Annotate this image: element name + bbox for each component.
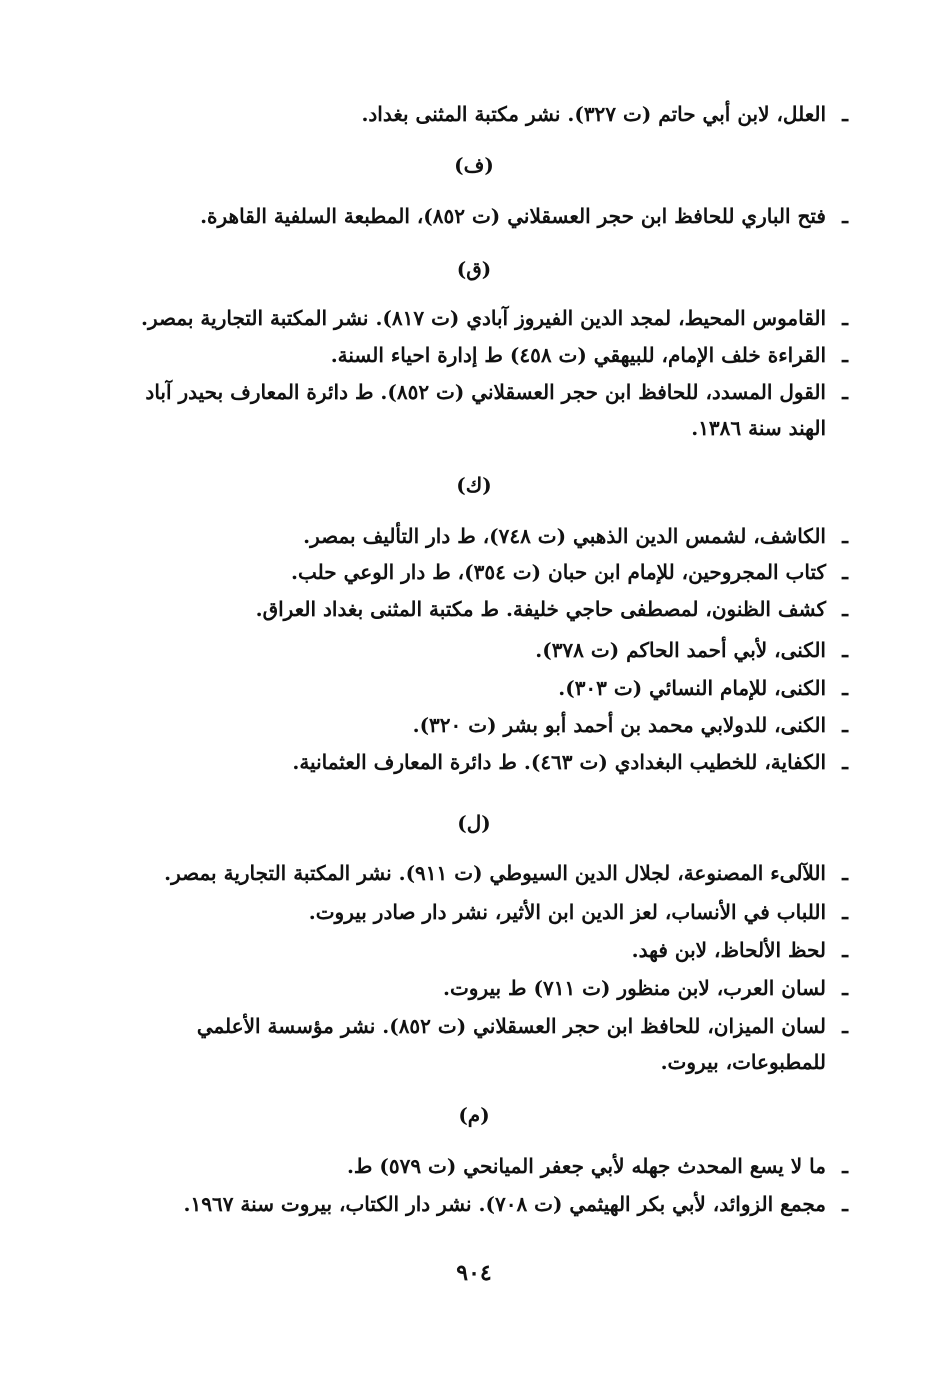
entry-dash: ـ	[842, 676, 848, 700]
section-heading-fa: (ف)	[454, 153, 494, 177]
section-heading-mim: (م)	[458, 1103, 490, 1127]
bibliography-entry	[126, 591, 848, 627]
entry-dash: ـ	[842, 861, 848, 885]
bibliography-entry	[126, 932, 848, 968]
bibliography-entry	[126, 337, 848, 373]
entry-dash: ـ	[842, 597, 848, 621]
entry-continuation: للمطبوعات، بيروت.	[660, 1050, 826, 1074]
bibliography-entry	[126, 300, 848, 336]
entry-dash: ـ	[842, 713, 848, 737]
entry-dash: ـ	[842, 1014, 848, 1038]
bibliography-entry	[126, 374, 848, 446]
entry-dash: ـ	[842, 750, 848, 774]
entry-text: كشف الظنون، لمصطفى حاجي خليفة. ط مكتبة المثنى بغداد العراق.	[255, 597, 826, 621]
entry-text: القول المسدد، للحافظ ابن حجر العسقلاني (ت ٨٥٢). ط دائرة المعارف بحيدر آباد	[145, 380, 826, 404]
entry-text: كتاب المجروحين، للإمام ابن حبان (ت ٣٥٤)، ط دار الوعي حلب.	[291, 560, 826, 584]
entry-dash: ـ	[842, 306, 848, 330]
entry-text: مجمع الزوائد، لأبي بكر الهيثمي (ت ٧٠٨). نشر دار الكتاب، بيروت سنة ١٩٦٧.	[183, 1192, 826, 1216]
entry-dash: ـ	[842, 204, 848, 228]
section-heading-lam: (ل)	[457, 811, 491, 835]
bibliography-entry	[126, 970, 848, 1006]
entry-dash: ـ	[842, 976, 848, 1000]
entry-text: لسان العرب، لابن منظور (ت ٧١١) ط بيروت.	[443, 976, 826, 1000]
bibliography-entry	[126, 96, 848, 132]
entry-text: الكنى، للإمام النسائي (ت ٣٠٣).	[558, 676, 826, 700]
entry-dash: ـ	[842, 1154, 848, 1178]
bibliography-entry	[126, 670, 848, 706]
bibliography-entry	[126, 632, 848, 668]
entry-dash: ـ	[842, 900, 848, 924]
bibliography-entry	[126, 1148, 848, 1184]
entry-text: الكاشف، لشمس الدين الذهبي (ت ٧٤٨)، ط دار التأليف بمصر.	[303, 524, 826, 548]
entry-text: اللآلىء المصنوعة، لجلال الدين السيوطي (ت ٩١١). نشر المكتبة التجارية بمصر.	[164, 861, 826, 885]
entry-dash: ـ	[842, 343, 848, 367]
entry-text: ما لا يسع المحدث جهله لأبي جعفر الميانحي (ت ٥٧٩) ط.	[346, 1154, 826, 1178]
entry-dash: ـ	[842, 380, 848, 404]
entry-dash: ـ	[842, 524, 848, 548]
entry-text: الكنى، لأبي أحمد الحاكم (ت ٣٧٨).	[535, 638, 826, 662]
bibliography-entry	[126, 1186, 848, 1222]
entry-dash: ـ	[842, 638, 848, 662]
entry-text: اللباب في الأنساب، لعز الدين ابن الأثير، نشر دار صادر بيروت.	[308, 900, 826, 924]
bibliography-entry	[126, 518, 848, 554]
entry-dash: ـ	[842, 560, 848, 584]
entry-text: الكفاية، للخطيب البغدادي (ت ٤٦٣). ط دائرة المعارف العثمانية.	[292, 750, 826, 774]
bibliography-entry	[126, 855, 848, 891]
section-heading-kaf: (ك)	[456, 473, 492, 497]
entry-continuation: الهند سنة ١٣٨٦.	[691, 416, 826, 440]
page-number: ٩٠٤	[456, 1260, 492, 1286]
bibliography-entry	[126, 198, 848, 234]
entry-text: الكنى، للدولابي محمد بن أحمد أبو بشر (ت ٣٢٠).	[412, 713, 826, 737]
entry-dash: ـ	[842, 102, 848, 126]
section-heading-qaf: (ق)	[456, 257, 492, 281]
entry-text: القاموس المحيط، لمجد الدين الفيروز آبادي (ت ٨١٧). نشر المكتبة التجارية بمصر.	[140, 306, 826, 330]
bibliography-entry	[126, 744, 848, 780]
entry-text: فتح الباري للحافظ ابن حجر العسقلاني (ت ٨٥٢)، المطبعة السلفية القاهرة.	[200, 204, 826, 228]
bibliography-entry	[126, 894, 848, 930]
bibliography-entry	[126, 1008, 848, 1080]
bibliography-entry	[126, 554, 848, 590]
bibliography-entry	[126, 707, 848, 743]
entry-dash: ـ	[842, 938, 848, 962]
entry-text: العلل، لابن أبي حاتم (ت ٣٢٧). نشر مكتبة المثنى بغداد.	[361, 102, 826, 126]
entry-text: القراءة خلف الإمام، للبيهقي (ت ٤٥٨) ط إدارة احياء السنة.	[330, 343, 826, 367]
entry-text: لحظ الألحاظ، لابن فهد.	[631, 938, 826, 962]
entry-dash: ـ	[842, 1192, 848, 1216]
entry-text: لسان الميزان، للحافظ ابن حجر العسقلاني (ت ٨٥٢). نشر مؤسسة الأعلمي	[196, 1014, 826, 1038]
